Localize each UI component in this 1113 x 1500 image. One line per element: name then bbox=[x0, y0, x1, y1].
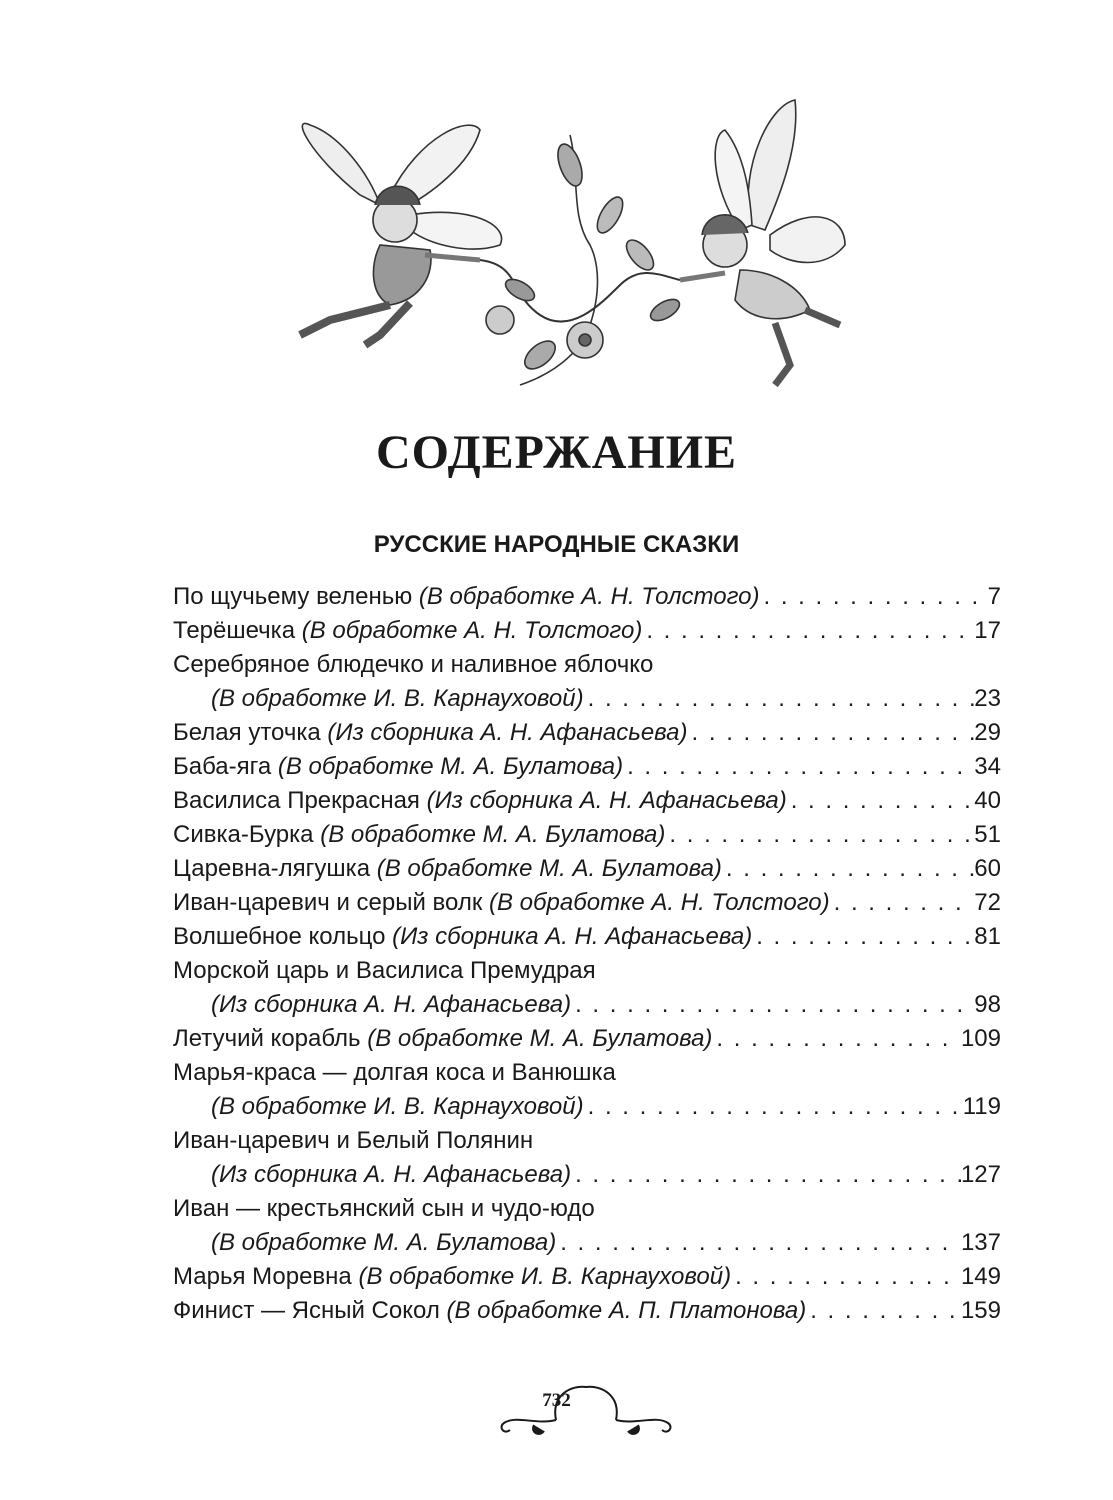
entry-title: Финист — Ясный Сокол bbox=[173, 1297, 440, 1324]
entry-page: 23 bbox=[974, 685, 1001, 712]
entry-title: Иван — крестьянский сын и чудо-юдо bbox=[173, 1195, 595, 1222]
leader-dots bbox=[735, 1260, 961, 1294]
entry-title: Терёшечка bbox=[173, 617, 296, 644]
toc-entry[interactable] bbox=[173, 920, 1001, 954]
entry-note: (В обработке М. А. Булатова) bbox=[367, 1025, 713, 1052]
entry-page: 29 bbox=[974, 719, 1001, 746]
entry-page: 149 bbox=[960, 1263, 1001, 1290]
leader-dots bbox=[692, 716, 975, 750]
toc-entry[interactable] bbox=[173, 614, 1001, 648]
entry-note: (Из сборника А. Н. Афанасьева) bbox=[392, 923, 753, 950]
entry-note: (В обработке А. Н. Толстого) bbox=[489, 889, 830, 916]
toc-entry[interactable] bbox=[173, 716, 1001, 750]
section-title: РУССКИЕ НАРОДНЫЕ СКАЗКИ bbox=[373, 531, 740, 558]
entry-page: 98 bbox=[974, 991, 1001, 1018]
toc-entry[interactable] bbox=[173, 1260, 1001, 1294]
entry-note: (В обработке М. А. Булатова) bbox=[277, 753, 624, 780]
table-of-contents bbox=[173, 580, 1001, 1328]
entry-title: Иван-царевич и Белый Полянин bbox=[173, 1127, 534, 1154]
leader-dots bbox=[627, 750, 974, 784]
entry-title: Серебряное блюдечко и наливное яблочко bbox=[173, 651, 654, 678]
toc-entry[interactable] bbox=[173, 818, 1001, 852]
entry-page: 127 bbox=[960, 1161, 1001, 1188]
leader-dots bbox=[646, 614, 974, 648]
entry-title: Баба-яга bbox=[173, 753, 272, 780]
fairies-illustration bbox=[270, 95, 850, 425]
leader-dots bbox=[764, 580, 988, 614]
toc-entry[interactable] bbox=[173, 580, 1001, 614]
entry-note: (Из сборника А. Н. Афанасьева) bbox=[426, 787, 787, 814]
leader-dots bbox=[669, 818, 974, 852]
entry-title: Иван-царевич и серый волк bbox=[173, 889, 483, 916]
entry-title: Морской царь и Василиса Премудрая bbox=[173, 957, 596, 984]
page-title: СОДЕРЖАНИЕ bbox=[375, 426, 738, 479]
leader-dots bbox=[834, 886, 975, 920]
toc-entry[interactable] bbox=[173, 1294, 1001, 1328]
entry-title: Волшебное кольцо bbox=[173, 923, 386, 950]
entry-title: Сивка-Бурка bbox=[173, 821, 314, 848]
entry-title: Летучий корабль bbox=[173, 1025, 361, 1052]
toc-entry[interactable] bbox=[173, 1192, 1001, 1260]
toc-entry[interactable] bbox=[173, 1056, 1001, 1124]
leader-dots bbox=[726, 852, 974, 886]
entry-title: Василиса Прекрасная bbox=[173, 787, 420, 814]
leader-dots bbox=[810, 1294, 961, 1328]
entry-title: Царевна-лягушка bbox=[173, 855, 371, 882]
leader-dots bbox=[560, 1226, 961, 1260]
leader-dots bbox=[791, 784, 975, 818]
toc-entry[interactable] bbox=[173, 1124, 1001, 1192]
page-number: 732 bbox=[542, 1390, 571, 1411]
entry-note: (Из сборника А. Н. Афанасьева) bbox=[211, 991, 572, 1018]
entry-page: 81 bbox=[974, 923, 1001, 950]
entry-note: (Из сборника А. Н. Афанасьева) bbox=[327, 719, 688, 746]
entry-note: (В обработке М. А. Булатова) bbox=[376, 855, 722, 882]
toc-entry[interactable] bbox=[173, 852, 1001, 886]
entry-note: (В обработке И. В. Карнауховой) bbox=[211, 685, 584, 712]
toc-entry[interactable] bbox=[173, 886, 1001, 920]
entry-page: 159 bbox=[960, 1297, 1001, 1324]
toc-entry[interactable] bbox=[173, 1022, 1001, 1056]
toc-entry[interactable] bbox=[173, 648, 1001, 716]
entry-note: (В обработке И. В. Карнауховой) bbox=[358, 1263, 732, 1290]
entry-title: Белая уточка bbox=[173, 719, 321, 746]
entry-title: Марья-краса — долгая коса и Ванюшка bbox=[173, 1059, 616, 1086]
leader-dots bbox=[588, 1090, 963, 1124]
entry-page: 109 bbox=[960, 1025, 1001, 1052]
entry-page: 72 bbox=[974, 889, 1001, 916]
entry-note: (В обработке А. Н. Толстого) bbox=[301, 617, 643, 644]
entry-page: 34 bbox=[974, 753, 1001, 780]
entry-note: (В обработке М. А. Булатова) bbox=[211, 1229, 557, 1256]
entry-page: 60 bbox=[974, 855, 1001, 882]
entry-note: (В обработке И. В. Карнауховой) bbox=[211, 1093, 584, 1120]
entry-title: По щучьему веленью bbox=[173, 583, 413, 610]
entry-page: 7 bbox=[987, 583, 1001, 610]
leader-dots bbox=[575, 1158, 961, 1192]
entry-note: (Из сборника А. Н. Афанасьева) bbox=[211, 1161, 572, 1188]
entry-note: (В обработке А. Н. Толстого) bbox=[418, 583, 760, 610]
entry-page: 119 bbox=[962, 1093, 1001, 1120]
entry-note: (В обработке М. А. Булатова) bbox=[320, 821, 666, 848]
entry-title: Марья Моревна bbox=[173, 1263, 352, 1290]
leader-dots bbox=[588, 682, 975, 716]
entry-page: 51 bbox=[974, 821, 1001, 848]
leader-dots bbox=[756, 920, 974, 954]
toc-entry[interactable] bbox=[173, 954, 1001, 1022]
toc-entry[interactable] bbox=[173, 750, 1001, 784]
toc-entry[interactable] bbox=[173, 784, 1001, 818]
leader-dots bbox=[716, 1022, 961, 1056]
entry-page: 137 bbox=[960, 1229, 1001, 1256]
entry-page: 17 bbox=[974, 617, 1001, 644]
leader-dots bbox=[575, 988, 974, 1022]
entry-page: 40 bbox=[974, 787, 1001, 814]
entry-note: (В обработке А. П. Платонова) bbox=[446, 1297, 807, 1324]
